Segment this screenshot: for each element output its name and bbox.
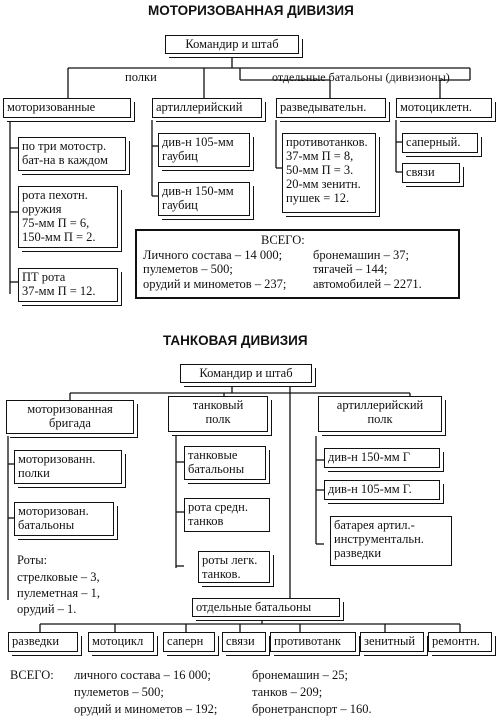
- artillery-regiment-box: артиллерийский: [152, 98, 262, 118]
- line: полк: [205, 412, 231, 426]
- battalion-antiaircraft: зенитный: [360, 632, 424, 652]
- battalion-motorcycle: мотоцикл: [88, 632, 154, 652]
- medium-tank-company-box: [184, 498, 270, 532]
- label-separate-battalions: отдельные батальоны (дивизионы): [272, 70, 450, 84]
- rifle-weapons-company-box: [18, 186, 118, 248]
- totals-cell: автомобилей – 2271.: [313, 276, 422, 291]
- line: танковый: [192, 398, 244, 412]
- line: 37-мм П = 8,: [286, 149, 354, 163]
- line: бригада: [49, 416, 91, 430]
- line: роты легк.: [202, 553, 258, 567]
- line: батальоны: [188, 462, 245, 476]
- totals-header: ВСЕГО:: [10, 668, 54, 682]
- totals-row: [10, 667, 372, 684]
- totals-cell: бронемашин – 37;: [313, 247, 409, 262]
- totals-row: [143, 248, 452, 263]
- line: полк: [367, 412, 393, 426]
- totals-row: [143, 262, 452, 277]
- line: оружия: [22, 202, 62, 216]
- battalion-signals: связи: [222, 632, 266, 652]
- totals-cell: личного состава – 16 000;: [74, 668, 211, 682]
- company-rifle: стрелковые – 3,: [17, 570, 100, 584]
- howitzer-105-box: [158, 133, 250, 167]
- light-tank-companies-box: [198, 551, 270, 583]
- tank-regiment-box: [168, 396, 268, 432]
- totals-cell: тягачей – 144;: [313, 262, 388, 276]
- howitzer-150-box: [158, 182, 250, 216]
- totals-cell: орудий и минометов – 237;: [143, 276, 287, 291]
- artillery-recon-battery-box: [330, 516, 452, 566]
- motorized-division-title: МОТОРИЗОВАННАЯ ДИВИЗИЯ: [148, 3, 354, 18]
- motorized-command-box: Командир и штаб: [165, 35, 299, 54]
- totals-cell: пулеметов – 500;: [74, 685, 164, 699]
- company-gun: орудий – 1.: [17, 602, 77, 616]
- line: танковые: [188, 448, 238, 462]
- battalion-reconnaissance: разведки: [8, 632, 78, 652]
- battalion-repair: ремонтн.: [428, 632, 492, 652]
- line: гаубиц: [162, 198, 198, 212]
- companies-header: Роты:: [17, 553, 48, 567]
- line: 150-мм П = 2.: [22, 230, 96, 244]
- line: моторизованн.: [18, 452, 96, 466]
- motorized-battalions-box: [14, 502, 114, 536]
- sapper-battalion-box: саперный.: [402, 133, 478, 153]
- motorized-regiments-box: [14, 450, 122, 484]
- line: 75-мм П = 6,: [22, 216, 90, 230]
- separate-battalions-box: отдельные батальоны: [192, 598, 340, 617]
- line: батарея артил.-: [334, 518, 415, 532]
- line: див-н 105-мм: [162, 135, 234, 149]
- totals-cell: Личного состава – 14 000;: [143, 247, 283, 262]
- tank-battalions-box: [184, 446, 266, 480]
- totals-cell: танков – 209;: [252, 685, 323, 699]
- company-machinegun: пулеметная – 1,: [17, 586, 100, 600]
- line: пушек = 12.: [286, 191, 350, 205]
- battalion-antitank: противотанк: [270, 632, 356, 652]
- line: инструментальн.: [334, 532, 424, 546]
- line: гаубиц: [162, 149, 198, 163]
- tank-division-title: ТАНКОВАЯ ДИВИЗИЯ: [163, 333, 308, 348]
- howitzer-105-box: див-н 105-мм Г.: [324, 480, 440, 500]
- howitzer-150-box: див-н 150-мм Г: [324, 448, 440, 468]
- totals-cell: бронемашин – 25;: [252, 668, 348, 682]
- reconnaissance-battalion-box: разведывательн.: [276, 98, 386, 118]
- line: рота пехотн.: [22, 188, 88, 202]
- line: танков: [188, 514, 224, 528]
- antitank-battalion-box: [282, 133, 376, 213]
- line: по три мотостр.: [22, 139, 107, 153]
- signals-battalion-box: связи: [402, 163, 460, 183]
- totals-cell: бронетранспорт – 160.: [252, 702, 372, 716]
- totals-header: ВСЕГО:: [261, 233, 305, 247]
- tank-totals: [10, 667, 372, 718]
- line: моторизован.: [18, 504, 89, 518]
- line: артиллерийский: [336, 398, 424, 412]
- line: ПТ рота: [22, 270, 66, 284]
- line: 50-мм П = 3.: [286, 163, 354, 177]
- motorized-regiments-box: моторизованные: [3, 98, 131, 118]
- label-regiments: полки: [125, 70, 157, 84]
- totals-row: [143, 277, 452, 292]
- totals-row: [10, 701, 372, 718]
- motorized-totals-box: [135, 229, 460, 299]
- motorized-brigade-box: [6, 400, 134, 434]
- motorcycle-battalion-box: мотоциклетн.: [396, 98, 492, 118]
- line: батальоны: [18, 518, 75, 532]
- motorized-battalions-box: [18, 137, 126, 171]
- line: 20-мм зенитн.: [286, 177, 361, 191]
- line: разведки: [334, 546, 382, 560]
- line: див-н 150-мм: [162, 184, 234, 198]
- artillery-regiment-box: [318, 396, 442, 432]
- line: бат-на в каждом: [22, 153, 108, 167]
- tank-command-box: Командир и штаб: [180, 364, 312, 383]
- totals-row: [10, 684, 372, 701]
- totals-cell: орудий и минометов – 192;: [74, 702, 218, 716]
- antitank-company-box: [18, 268, 118, 302]
- line: противотанков.: [286, 135, 368, 149]
- line: моторизованная: [27, 402, 113, 416]
- line: танков.: [202, 567, 241, 581]
- line: рота средн.: [188, 500, 248, 514]
- line: 37-мм П = 12.: [22, 284, 96, 298]
- line: полки: [18, 466, 50, 480]
- battalion-sapper: саперн: [163, 632, 215, 652]
- totals-cell: пулеметов – 500;: [143, 262, 233, 276]
